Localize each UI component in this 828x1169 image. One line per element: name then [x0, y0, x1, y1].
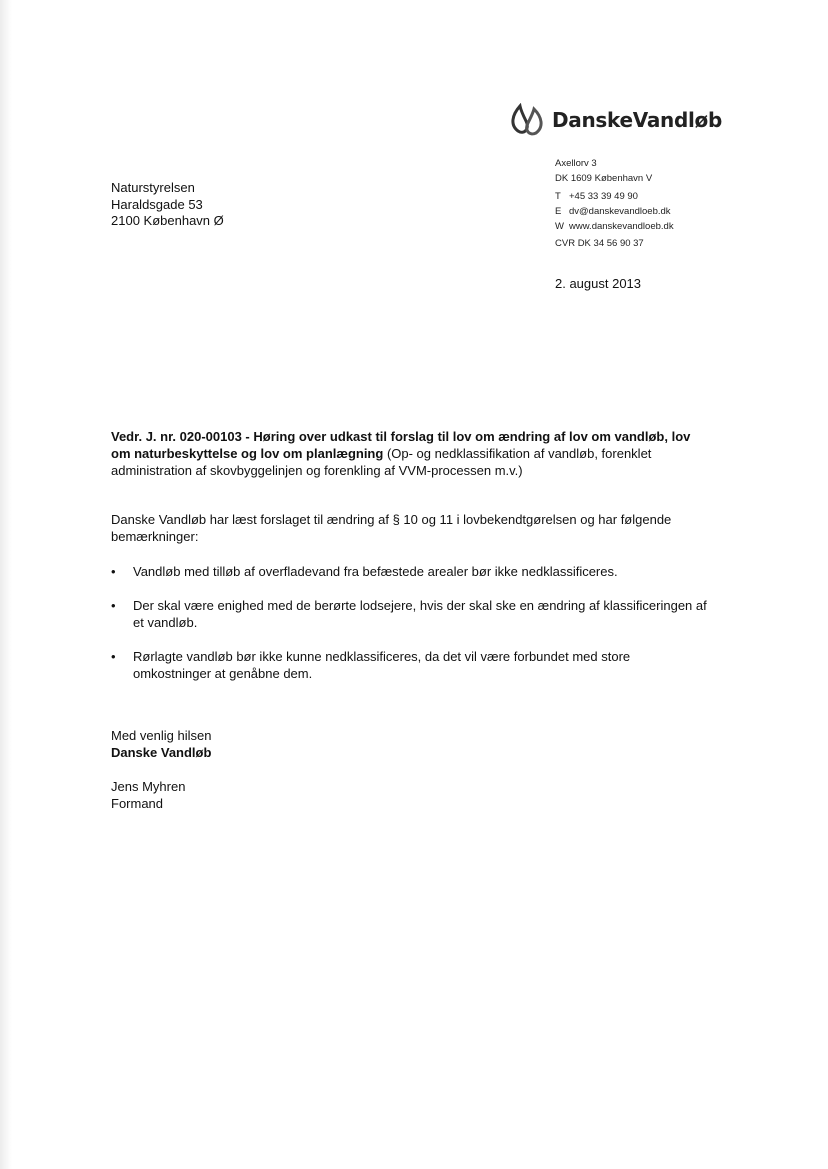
list-item: [111, 648, 711, 682]
scan-edge: [0, 0, 12, 1169]
list-item: [111, 597, 711, 631]
signer-name: Jens Myhren: [111, 779, 186, 794]
sender-email-row: [555, 204, 674, 219]
closing-org: Danske Vandløb: [111, 745, 212, 760]
list-item-text: Vandløb med tilløb af overfladevand fra befæstede arealer bør ikke nedklassificeres.: [133, 564, 618, 579]
sender-cvr: CVR DK 34 56 90 37: [555, 238, 644, 249]
signer-title: Formand: [111, 796, 164, 811]
email-key: E: [555, 206, 562, 217]
list-item: [111, 563, 711, 580]
bullet-icon: •: [111, 564, 116, 579]
closing-block: [111, 727, 211, 812]
list-item-text: Der skal være enighed med de berørte lodsejere, hvis der skal ske en ændring af klassificeringen af et vandløb.: [133, 598, 707, 630]
list-item-text: Rørlagte vandløb bør ikke kunne nedklassificeres, da det vil være forbundet med store omkostninger at genåbne dem.: [133, 649, 631, 681]
sender-web: www.danskevandloeb.dk: [569, 221, 674, 232]
recipient-street: Haraldsgade 53: [111, 196, 203, 212]
recipient-name: Naturstyrelsen: [111, 180, 195, 195]
droplet-logo-icon: [508, 103, 546, 137]
sender-address: [555, 156, 674, 251]
sender-phone-row: [555, 189, 674, 204]
bullet-icon: •: [111, 598, 116, 613]
sender-phone: +45 33 39 49 90: [569, 191, 638, 202]
recipient-city: 2100 København Ø: [111, 213, 224, 228]
subject-normal: (Op- og nedklassifikation af vandløb, forenklet administration af skovbyggelinjen og forenkling af VVM-processen m.v.): [111, 446, 652, 478]
intro-paragraph: Danske Vandløb har læst forslaget til ændring af § 10 og 11 i lovbekendtgørelsen og har følgende bemærkninger:: [111, 512, 672, 544]
sender-email: dv@danskevandloeb.dk: [569, 206, 671, 217]
subject-line: [111, 428, 711, 479]
sender-city: DK 1609 København V: [555, 173, 653, 184]
recipient-address: [111, 180, 224, 230]
closing-greeting: Med venlig hilsen: [111, 728, 212, 743]
phone-key: T: [555, 191, 561, 202]
sender-street: Axellorv 3: [555, 158, 597, 169]
subject-bold: Vedr. J. nr. 020-00103 - Høring over udkast til forslag til lov om ændring af lov om vandløb, lov om naturbeskyttelse og lov om planlægning: [111, 429, 691, 461]
logo: [508, 100, 722, 140]
web-key: W: [555, 221, 564, 232]
letter-date: 2. august 2013: [555, 276, 642, 291]
sender-web-row: [555, 219, 674, 234]
logo-text: DanskeVandløb: [552, 108, 723, 132]
bullet-icon: •: [111, 649, 116, 664]
remarks-list: [111, 563, 711, 699]
